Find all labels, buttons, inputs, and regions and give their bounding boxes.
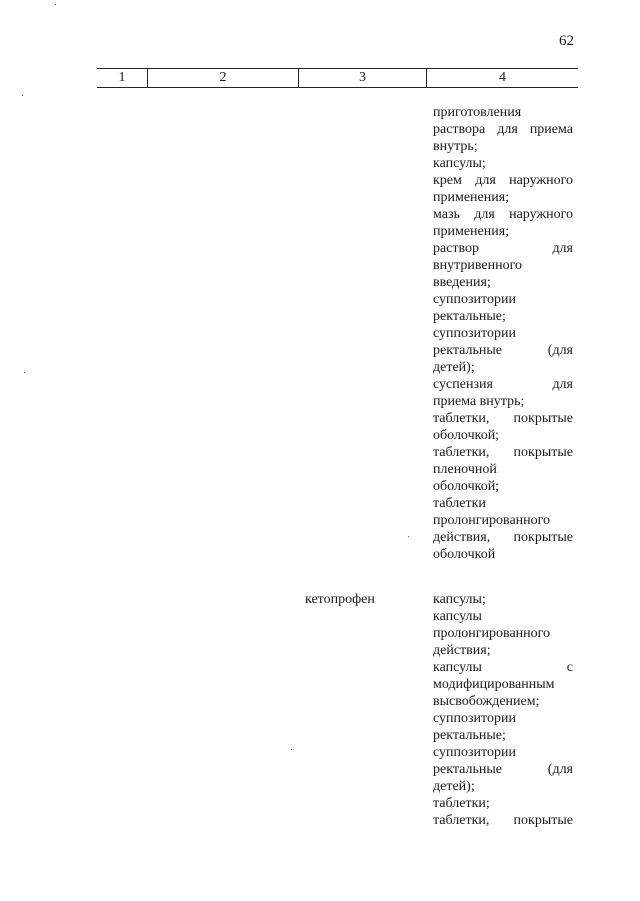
dosage-form-word: для bbox=[552, 241, 573, 256]
dosage-form-word: ректальные; bbox=[433, 309, 506, 324]
dosage-form-word: пролонгированного bbox=[433, 513, 551, 528]
dosage-form-word: для bbox=[552, 377, 573, 392]
dosage-form-word: для bbox=[497, 122, 518, 137]
header-col-4: 4 bbox=[499, 70, 506, 85]
dosage-form-word: таблетки, bbox=[433, 445, 490, 460]
dosage-form-line bbox=[433, 693, 573, 710]
dosage-form-line bbox=[433, 121, 573, 138]
dosage-form-word: оболочкой bbox=[433, 547, 496, 562]
dosage-form-word: суспензия bbox=[433, 377, 493, 392]
dosage-form-line bbox=[433, 461, 573, 478]
dosage-form-word: суппозитории bbox=[433, 292, 516, 307]
dosage-form-word: действия; bbox=[433, 643, 491, 658]
dosage-form-word: раствор bbox=[433, 241, 480, 256]
dosage-form-word: действия, bbox=[433, 530, 491, 545]
header-col-2: 2 bbox=[148, 69, 299, 87]
dosage-form-word: покрытые bbox=[513, 445, 573, 460]
dosage-form-word: приготовления bbox=[433, 105, 522, 120]
dosage-form-word: наружного bbox=[509, 207, 573, 222]
dosage-form-word: приема внутрь; bbox=[433, 394, 525, 409]
dosage-form-word: крем bbox=[433, 173, 462, 188]
scan-speck bbox=[55, 4, 56, 5]
dosage-form-line bbox=[433, 778, 573, 795]
dosage-form-line bbox=[433, 359, 573, 376]
dosage-form-word: ректальные; bbox=[433, 728, 506, 743]
dosage-form-word: покрытые bbox=[513, 813, 573, 828]
dosage-form-word: пленочной bbox=[433, 462, 497, 477]
dosage-form-line bbox=[433, 223, 573, 240]
dosage-form-word: таблетки; bbox=[433, 796, 490, 811]
dosage-forms-block-1 bbox=[433, 104, 573, 563]
dosage-form-line bbox=[433, 444, 573, 461]
dosage-form-word: внутрь; bbox=[433, 139, 478, 154]
dosage-form-line bbox=[433, 529, 573, 546]
dosage-form-word: (для bbox=[547, 762, 573, 777]
dosage-form-line bbox=[433, 495, 573, 512]
dosage-form-word: оболочкой; bbox=[433, 479, 500, 494]
scan-speck bbox=[22, 95, 23, 96]
dosage-form-word: (для bbox=[547, 343, 573, 358]
dosage-form-line bbox=[433, 138, 573, 155]
dosage-form-line bbox=[433, 291, 573, 308]
header-col-3: 3 bbox=[299, 69, 427, 87]
dosage-form-line bbox=[433, 744, 573, 761]
dosage-form-word: капсулы bbox=[433, 609, 482, 624]
page-number: 62 bbox=[559, 33, 574, 49]
dosage-form-word: для bbox=[474, 207, 495, 222]
dosage-form-word: введения; bbox=[433, 275, 491, 290]
dosage-forms-block-ketoprofen bbox=[433, 591, 573, 829]
dosage-form-word: таблетки bbox=[433, 496, 486, 511]
table-header-row bbox=[97, 68, 578, 88]
dosage-form-word: капсулы; bbox=[433, 592, 486, 607]
dosage-form-line bbox=[433, 710, 573, 727]
dosage-form-line bbox=[433, 761, 573, 778]
dosage-form-line bbox=[433, 795, 573, 812]
scan-speck bbox=[24, 372, 25, 373]
dosage-form-line bbox=[433, 478, 573, 495]
dosage-form-line bbox=[433, 676, 573, 693]
scan-speck bbox=[291, 749, 292, 750]
dosage-form-line bbox=[433, 376, 573, 393]
dosage-form-word: таблетки, bbox=[433, 411, 490, 426]
dosage-form-word: ректальные bbox=[433, 343, 502, 358]
dosage-form-word: наружного bbox=[509, 173, 573, 188]
dosage-form-word: оболочкой; bbox=[433, 428, 500, 443]
dosage-form-word: таблетки, bbox=[433, 813, 490, 828]
dosage-form-word: мазь bbox=[433, 207, 460, 222]
dosage-form-word: высвобождением; bbox=[433, 694, 540, 709]
dosage-form-word: капсулы bbox=[433, 660, 482, 675]
dosage-form-word: внутривенного bbox=[433, 258, 523, 273]
dosage-form-word: суппозитории bbox=[433, 745, 516, 760]
dosage-form-line bbox=[433, 812, 573, 829]
dosage-form-line bbox=[433, 155, 573, 172]
dosage-form-word: покрытые bbox=[513, 411, 573, 426]
dosage-form-word: ректальные bbox=[433, 762, 502, 777]
dosage-form-line bbox=[433, 410, 573, 427]
dosage-form-word: приема bbox=[529, 122, 573, 137]
scan-speck bbox=[408, 536, 409, 537]
dosage-form-word: суппозитории bbox=[433, 326, 516, 341]
dosage-form-line bbox=[433, 240, 573, 257]
dosage-form-word: пролонгированного bbox=[433, 626, 551, 641]
dosage-form-line bbox=[433, 427, 573, 444]
dosage-form-line bbox=[433, 642, 573, 659]
dosage-form-line bbox=[433, 512, 573, 529]
dosage-form-line bbox=[433, 591, 573, 608]
dosage-form-line bbox=[433, 257, 573, 274]
dosage-form-word: капсулы; bbox=[433, 156, 486, 171]
dosage-form-word: раствора bbox=[433, 122, 486, 137]
dosage-form-line bbox=[433, 206, 573, 223]
dosage-form-word: для bbox=[475, 173, 496, 188]
dosage-form-line bbox=[433, 546, 573, 563]
dosage-form-line bbox=[433, 325, 573, 342]
dosage-form-line bbox=[433, 608, 573, 625]
dosage-form-line bbox=[433, 342, 573, 359]
dosage-form-word: применения; bbox=[433, 190, 510, 205]
dosage-form-word: суппозитории bbox=[433, 711, 516, 726]
dosage-form-line bbox=[433, 659, 573, 676]
drug-name-ketoprofen: кетопрофен bbox=[305, 592, 375, 607]
dosage-form-line bbox=[433, 189, 573, 206]
dosage-form-line bbox=[433, 727, 573, 744]
dosage-form-line bbox=[433, 274, 573, 291]
dosage-form-word: с bbox=[566, 660, 573, 675]
dosage-form-word: детей); bbox=[433, 779, 475, 794]
dosage-form-line bbox=[433, 172, 573, 189]
dosage-form-word: модифицированным bbox=[433, 677, 555, 692]
dosage-form-word: детей); bbox=[433, 360, 475, 375]
dosage-form-line bbox=[433, 625, 573, 642]
dosage-form-line bbox=[433, 393, 573, 410]
dosage-form-word: покрытые bbox=[513, 530, 573, 545]
dosage-form-line bbox=[433, 104, 573, 121]
dosage-form-line bbox=[433, 308, 573, 325]
header-col-1: 1 bbox=[97, 69, 148, 87]
dosage-form-word: применения; bbox=[433, 224, 510, 239]
